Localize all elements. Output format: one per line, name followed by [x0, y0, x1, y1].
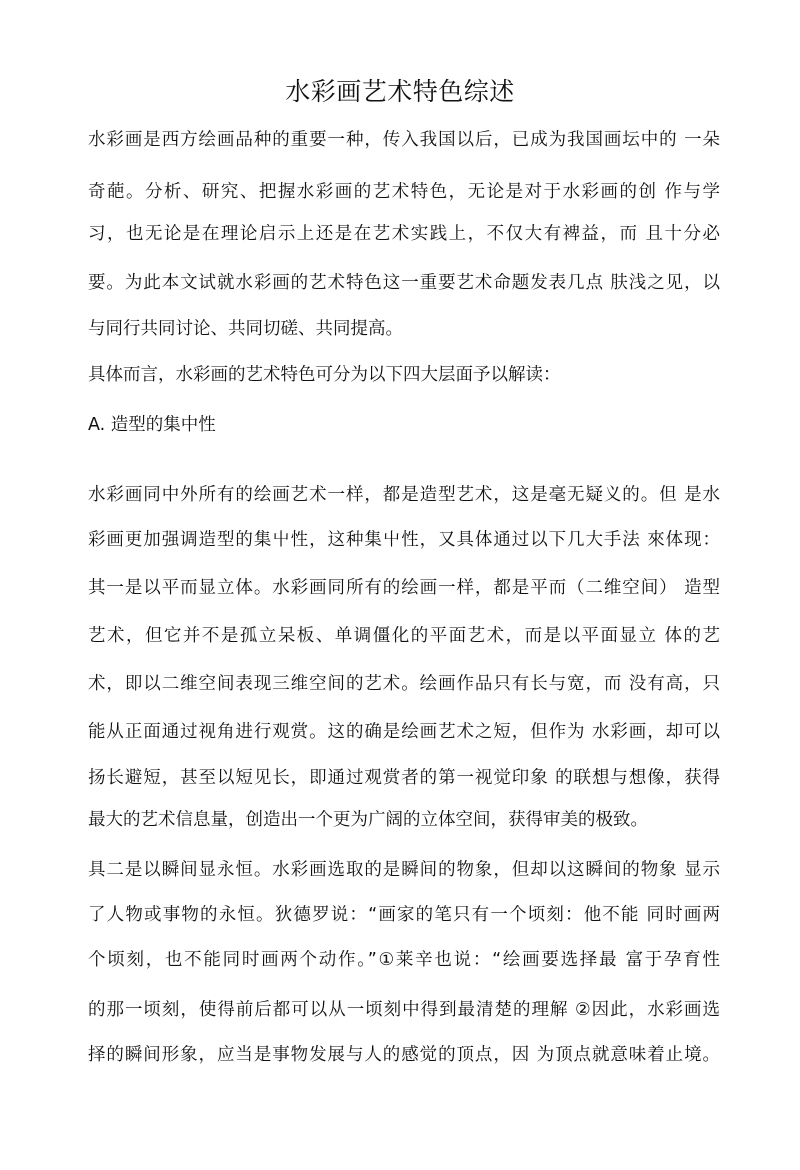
paragraph-line: 水彩画是西方绘画品种的重要一种，传入我国以后，已成为我国画坛中的 一朵 [88, 130, 720, 150]
paragraph-line: 了人物或事物的永恒。狄德罗说：“画家的笔只有一个顷刻：他不能 同时画两 [88, 905, 720, 925]
paragraph-line: 能从正面通过视角进行观赏。这的确是绘画艺术之短，但作为 水彩画，却可以 [88, 722, 720, 742]
document-title: 水彩画艺术特色综述 [285, 77, 515, 106]
paragraph-line: 与同行共同讨论、共同切磋、共同提高。 [88, 319, 403, 339]
overview-line: 具体而言，水彩画的艺术特色可分为以下四大层面予以解读： [88, 365, 561, 385]
paragraph-line: 奇葩。分析、研究、把握水彩画的艺术特色，无论是对于水彩画的创 作与学 [88, 182, 720, 202]
paragraph-line: 艺术，但它并不是孤立呆板、单调僵化的平面艺术，而是以平面显立 体的艺 [88, 626, 720, 646]
section-heading-a: A. 造型的集中性 [88, 415, 216, 435]
paragraph-line: 要。为此本文试就水彩画的艺术特色这一重要艺术命题发表几点 肤浅之见，以 [88, 273, 720, 293]
paragraph-line: 最大的艺术信息量，创造出一个更为广阔的立体空间，获得审美的极致。 [88, 810, 648, 830]
paragraph-line: 择的瞬间形象，应当是事物发展与人的感觉的顶点，因 为顶点就意味着止境。 [88, 1045, 720, 1065]
paragraph-line: 扬长避短，甚至以短见长，即通过观赏者的第一视觉印象 的联想与想像，获得 [88, 768, 720, 788]
paragraph-line: 水彩画同中外所有的绘画艺术一样，都是造型艺术，这是毫无疑义的。但 是水 [88, 485, 720, 505]
paragraph-line: 个顷刻，也不能同时画两个动作。”①莱辛也说：“绘画要选择最 富于孕育性 [88, 950, 720, 970]
paragraph-line: 习，也无论是在理论启示上还是在艺术实践上，不仅大有裨益，而 且十分必 [88, 224, 720, 244]
paragraph-line: 术，即以二维空间表现三维空间的艺术。绘画作品只有长与宽，而 没有高，只 [88, 674, 720, 694]
paragraph-line: 其一是以平而显立体。水彩画同所有的绘画一样，都是平而（二维空间） 造型 [88, 578, 720, 598]
paragraph-line: 的那一顷刻，使得前后都可以从一顷刻中得到最清楚的理解 ②因此，水彩画选 [88, 1000, 720, 1020]
paragraph-line: 彩画更加强调造型的集屮性，这种集屮性，又具体通过以下几大手法 來体现： [88, 530, 720, 550]
paragraph-line: 具二是以瞬间显永恒。水彩画选取的是瞬间的物象，但却以这瞬间的物象 显示 [88, 860, 720, 880]
